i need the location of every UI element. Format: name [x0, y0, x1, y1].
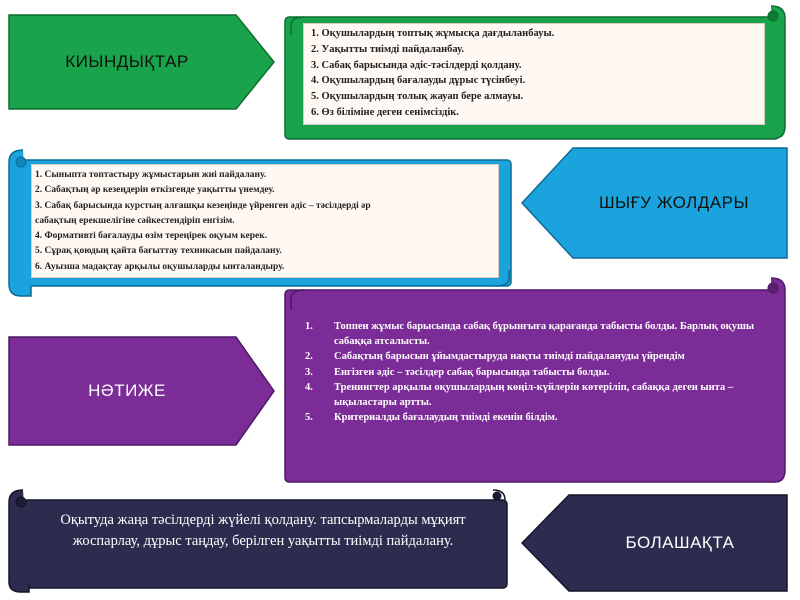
solutions-list — [35, 168, 371, 275]
results-item — [305, 366, 767, 381]
future-scroll — [5, 488, 513, 594]
challenges-item: 2. Уақытты тиімді пайдаланбау. — [311, 43, 464, 55]
results-item — [305, 411, 767, 426]
results-item-text: Топпен жұмыс барысында сабақ бұрынғыға қарағанда табысты болды. Барлық оқушы сабаққа атсалысты. — [334, 321, 755, 347]
results-arrow — [8, 336, 276, 446]
results-item-text: Енгізген әдіс – тәсілдер сабақ барысында табысты болды. — [334, 366, 610, 378]
results-list — [305, 320, 767, 427]
solutions-item: 1. Сыныпта топтастыру жұмыстарын жиі пайдалану. — [35, 170, 267, 180]
results-scroll — [283, 276, 795, 486]
solutions-item: 3. Сабақ барысында курстың алғашқы кезеңінде үйренген әдіс – тәсілдерді әр — [35, 200, 371, 211]
solutions-item: сабақтың ерекшелігіне сәйкестендіріп енгізім. — [35, 215, 235, 226]
future-title: БОЛАШАҚТА — [625, 533, 735, 552]
results-title: НӘТИЖЕ — [88, 381, 166, 400]
challenges-item: 4. Оқушылардың бағалауды дұрыс түсінбеуі. — [311, 75, 526, 87]
solutions-item: 2. Сабақтың әр кезеңдерін өткізгенде уақытты үнемдеу. — [35, 185, 275, 196]
results-item-number: 5. — [305, 412, 313, 423]
results-item-text: Критериалды бағалаудың тиімді екенін білдім. — [334, 412, 558, 423]
future-text: Оқытуда жаңа тәсілдерді жүйелі қолдану. тапсырмаларды мұқият жоспарлау, дұрыс таңдау, берілген уақытты тиімді пайдалану. — [60, 512, 466, 549]
solutions-arrow — [521, 147, 789, 259]
results-item — [305, 350, 767, 365]
challenges-scroll — [283, 5, 795, 142]
challenges-title: КИЫНДЫҚТАР — [65, 52, 189, 71]
challenges-list — [311, 26, 554, 121]
results-item-number: 1. — [305, 321, 313, 332]
results-item-number: 3. — [305, 366, 313, 378]
solutions-title: ШЫҒУ ЖОЛДАРЫ — [598, 193, 750, 212]
results-item-number: 2. — [305, 351, 313, 362]
solutions-item: 4. Формативті бағалауды өзім тереңірек оқуым керек. — [35, 231, 268, 242]
challenges-arrow — [8, 14, 276, 110]
challenges-item: 1. Оқушылардың топтық жұмысқа дағдыланбауы. — [311, 28, 555, 39]
results-item — [305, 381, 767, 410]
results-item-text: Сабақтың барысын ұйымдастыруда нақты тиімді пайдалануды үйрендім — [334, 351, 685, 362]
challenges-item: 6. Өз біліміне деген сенімсіздік. — [311, 106, 459, 118]
challenges-item: 3. Сабақ барысында әдіс-тәсілдерді қолдану. — [311, 59, 522, 71]
results-item — [305, 320, 767, 349]
solutions-item: 6. Ауызша мадақтау арқылы оқушыларды ынталандыру. — [35, 261, 285, 272]
results-item-number: 4. — [305, 382, 313, 393]
results-item-text: Тренингтер арқылы оқушылардың көңіл-күйлерін көтеріліп, сабаққа деген ынта – ықыластары артты. — [334, 382, 734, 408]
solutions-item: 5. Сұрақ қоюдың қайта бағыттау техникасын пайдалану. — [35, 246, 282, 257]
challenges-item: 5. Оқушылардың толық жауап бере алмауы. — [311, 91, 524, 103]
future-arrow — [521, 494, 789, 592]
